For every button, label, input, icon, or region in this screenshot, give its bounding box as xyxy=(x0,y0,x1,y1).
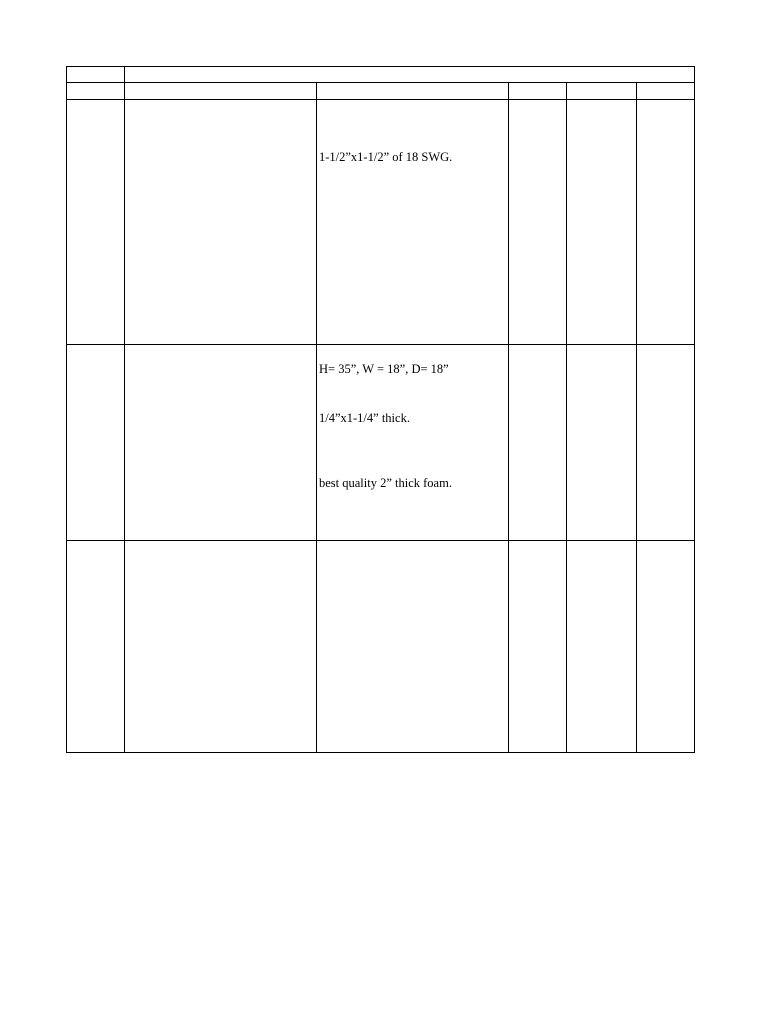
table-border-top xyxy=(66,66,695,67)
column-divider-1 xyxy=(124,66,125,753)
subheader-row-divider xyxy=(66,99,695,100)
column-divider-2 xyxy=(316,82,317,753)
row-1-spec-line-1: 1-1/2”x1-1/2” of 18 SWG. xyxy=(319,150,453,164)
column-divider-3 xyxy=(508,82,509,753)
row-2-spec-line-3: best quality 2” thick foam. xyxy=(319,476,452,490)
table-border-bottom xyxy=(66,752,695,753)
row-2-divider xyxy=(66,540,695,541)
column-divider-4 xyxy=(566,82,567,753)
header-row-divider xyxy=(66,82,695,83)
column-divider-5 xyxy=(636,82,637,753)
table-border-right xyxy=(694,66,695,753)
row-2-spec-line-1: H= 35”, W = 18”, D= 18” xyxy=(319,362,449,376)
row-1-divider xyxy=(66,344,695,345)
spec-table xyxy=(66,66,695,753)
row-2-spec-line-2: 1/4”x1-1/4” thick. xyxy=(319,411,410,425)
table-border-left xyxy=(66,66,67,753)
